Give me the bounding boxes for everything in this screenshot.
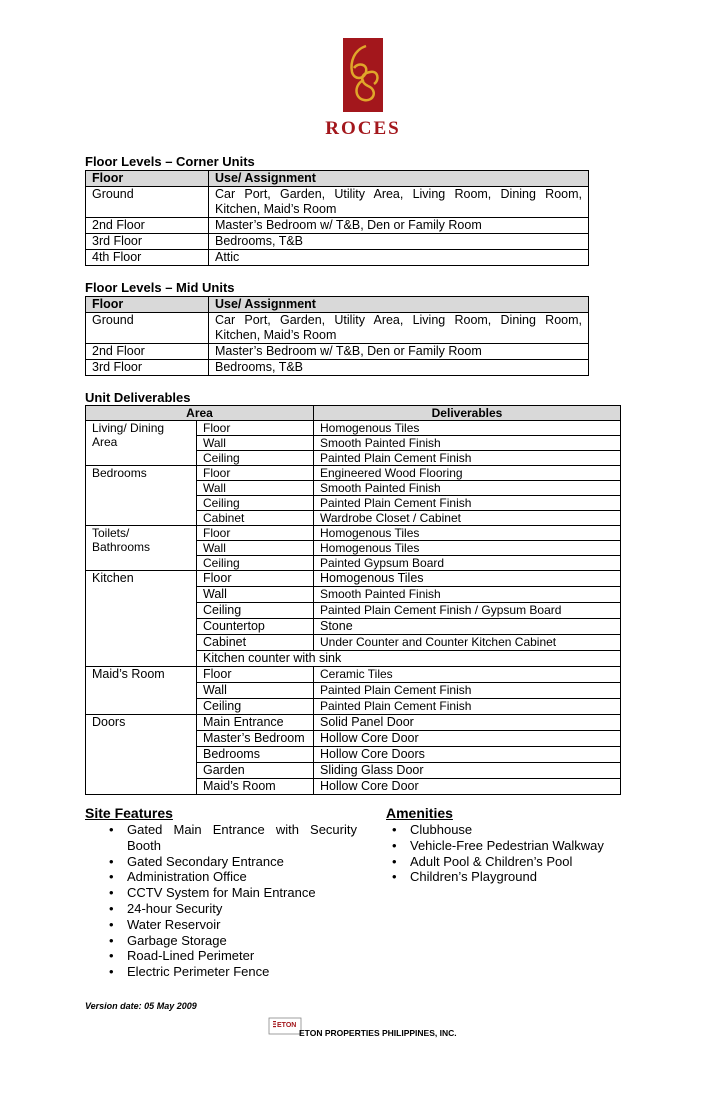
area-cell: Living/ Dining Area — [86, 421, 197, 466]
floor-cell: 3rd Floor — [86, 360, 209, 376]
part-cell: Cabinet — [197, 635, 314, 651]
finish-cell: Painted Plain Cement Finish — [314, 496, 621, 511]
table-row — [86, 250, 589, 266]
list-item: • Road-Lined Perimeter — [105, 948, 357, 964]
table-row — [86, 313, 589, 344]
floor-cell: 4th Floor — [86, 250, 209, 266]
finish-cell: Painted Plain Cement Finish / Gypsum Board — [314, 603, 621, 619]
list-item: • Gated Main Entrance with Security Booth — [105, 822, 357, 854]
eton-logo-icon — [268, 1017, 302, 1035]
part-cell: Main Entrance — [197, 715, 314, 731]
finish-cell: Engineered Wood Flooring — [314, 466, 621, 481]
part-cell: Cabinet — [197, 511, 314, 526]
finish-cell: Solid Panel Door — [314, 715, 621, 731]
part-cell: Ceiling — [197, 451, 314, 466]
list-item: • Administration Office — [105, 869, 357, 885]
area-cell: Toilets/ Bathrooms — [86, 526, 197, 571]
finish-cell: Hollow Core Door — [314, 731, 621, 747]
part-cell: Ceiling — [197, 556, 314, 571]
company-name: ETON PROPERTIES PHILIPPINES, INC. — [299, 1028, 457, 1038]
list-item: • Water Reservoir — [105, 917, 357, 933]
table-row — [86, 571, 621, 587]
eton-mark-text: ETON — [277, 1022, 297, 1029]
list-item: • CCTV System for Main Entrance — [105, 885, 357, 901]
table-row — [86, 466, 621, 481]
floor-cell: Ground — [86, 313, 209, 344]
finish-cell: Homogenous Tiles — [314, 526, 621, 541]
header-floor: Floor — [86, 297, 209, 313]
part-cell: Ceiling — [197, 699, 314, 715]
logo-68-mark — [336, 40, 392, 114]
part-cell: Floor — [197, 421, 314, 436]
roces-logo — [318, 38, 408, 138]
area-cell: Doors — [86, 715, 197, 795]
version-date: Version date: 05 May 2009 — [85, 1001, 197, 1011]
finish-cell: Under Counter and Counter Kitchen Cabinet — [314, 635, 621, 651]
table-header-row — [86, 171, 589, 187]
amenities-list — [388, 822, 628, 885]
table-row — [86, 344, 589, 360]
area-cell: Kitchen — [86, 571, 197, 667]
use-cell: Car Port, Garden, Utility Area, Living Room, Dining Room, Kitchen, Maid’s Room — [209, 187, 589, 218]
part-cell: Maid’s Room — [197, 779, 314, 795]
finish-cell: Hollow Core Door — [314, 779, 621, 795]
part-cell: Bedrooms — [197, 747, 314, 763]
use-cell: Bedrooms, T&B — [209, 360, 589, 376]
part-cell: Floor — [197, 667, 314, 683]
header-deliverables: Deliverables — [314, 406, 621, 421]
header-floor: Floor — [86, 171, 209, 187]
deliverables-table — [85, 405, 621, 795]
part-cell: Wall — [197, 541, 314, 556]
list-item: • Garbage Storage — [105, 933, 357, 949]
floor-cell: Ground — [86, 187, 209, 218]
area-cell: Bedrooms — [86, 466, 197, 526]
list-item: • Electric Perimeter Fence — [105, 964, 357, 980]
table-row — [86, 667, 621, 683]
floor-cell: 2nd Floor — [86, 344, 209, 360]
part-cell: Wall — [197, 683, 314, 699]
table-header-row — [86, 297, 589, 313]
list-item: • Adult Pool & Children’s Pool — [388, 854, 628, 870]
list-item: • Children’s Playground — [388, 869, 628, 885]
floor-cell: 3rd Floor — [86, 234, 209, 250]
part-cell: Floor — [197, 466, 314, 481]
finish-cell: Painted Plain Cement Finish — [314, 451, 621, 466]
logo-wordmark: ROCES — [325, 118, 401, 139]
part-cell: Wall — [197, 481, 314, 496]
amenities-title: Amenities — [386, 805, 453, 821]
table-row — [86, 187, 589, 218]
finish-cell: Painted Gypsum Board — [314, 556, 621, 571]
part-cell: Floor — [197, 526, 314, 541]
table-row — [86, 715, 621, 731]
finish-cell: Smooth Painted Finish — [314, 481, 621, 496]
part-cell: Ceiling — [197, 603, 314, 619]
mid-units-title: Floor Levels – Mid Units — [85, 280, 235, 295]
part-cell: Wall — [197, 436, 314, 451]
finish-cell: Stone — [314, 619, 621, 635]
header-use: Use/ Assignment — [209, 297, 589, 313]
table-row — [86, 421, 621, 436]
table-row — [86, 234, 589, 250]
kitchen-note-cell: Kitchen counter with sink — [197, 651, 621, 667]
use-cell: Car Port, Garden, Utility Area, Living Room, Dining Room, Kitchen, Maid’s Room — [209, 313, 589, 344]
use-cell: Master’s Bedroom w/ T&B, Den or Family Room — [209, 344, 589, 360]
finish-cell: Ceramic Tiles — [314, 667, 621, 683]
corner-units-title: Floor Levels – Corner Units — [85, 154, 255, 169]
table-row — [86, 526, 621, 541]
list-item: • 24-hour Security — [105, 901, 357, 917]
part-cell: Countertop — [197, 619, 314, 635]
finish-cell: Homogenous Tiles — [314, 421, 621, 436]
part-cell: Wall — [197, 587, 314, 603]
finish-cell: Smooth Painted Finish — [314, 436, 621, 451]
header-use: Use/ Assignment — [209, 171, 589, 187]
finish-cell: Homogenous Tiles — [314, 571, 621, 587]
finish-cell: Hollow Core Doors — [314, 747, 621, 763]
list-item: • Vehicle-Free Pedestrian Walkway — [388, 838, 628, 854]
part-cell: Floor — [197, 571, 314, 587]
finish-cell: Painted Plain Cement Finish — [314, 683, 621, 699]
site-features-title: Site Features — [85, 805, 173, 821]
mid-units-table — [85, 296, 589, 376]
use-cell: Master’s Bedroom w/ T&B, Den or Family Room — [209, 218, 589, 234]
corner-units-table — [85, 170, 589, 266]
use-cell: Bedrooms, T&B — [209, 234, 589, 250]
part-cell: Master’s Bedroom — [197, 731, 314, 747]
finish-cell: Homogenous Tiles — [314, 541, 621, 556]
part-cell: Garden — [197, 763, 314, 779]
finish-cell: Wardrobe Closet / Cabinet — [314, 511, 621, 526]
finish-cell: Smooth Painted Finish — [314, 587, 621, 603]
finish-cell: Sliding Glass Door — [314, 763, 621, 779]
use-cell: Attic — [209, 250, 589, 266]
table-row — [86, 218, 589, 234]
table-row — [86, 360, 589, 376]
list-item: • Gated Secondary Entrance — [105, 854, 357, 870]
list-item: • Clubhouse — [388, 822, 628, 838]
floor-cell: 2nd Floor — [86, 218, 209, 234]
footer-company — [268, 1015, 508, 1041]
deliverables-title: Unit Deliverables — [85, 390, 191, 405]
site-features-list — [105, 822, 357, 980]
table-header-row — [86, 406, 621, 421]
area-cell: Maid’s Room — [86, 667, 197, 715]
finish-cell: Painted Plain Cement Finish — [314, 699, 621, 715]
part-cell: Ceiling — [197, 496, 314, 511]
header-area: Area — [86, 406, 314, 421]
